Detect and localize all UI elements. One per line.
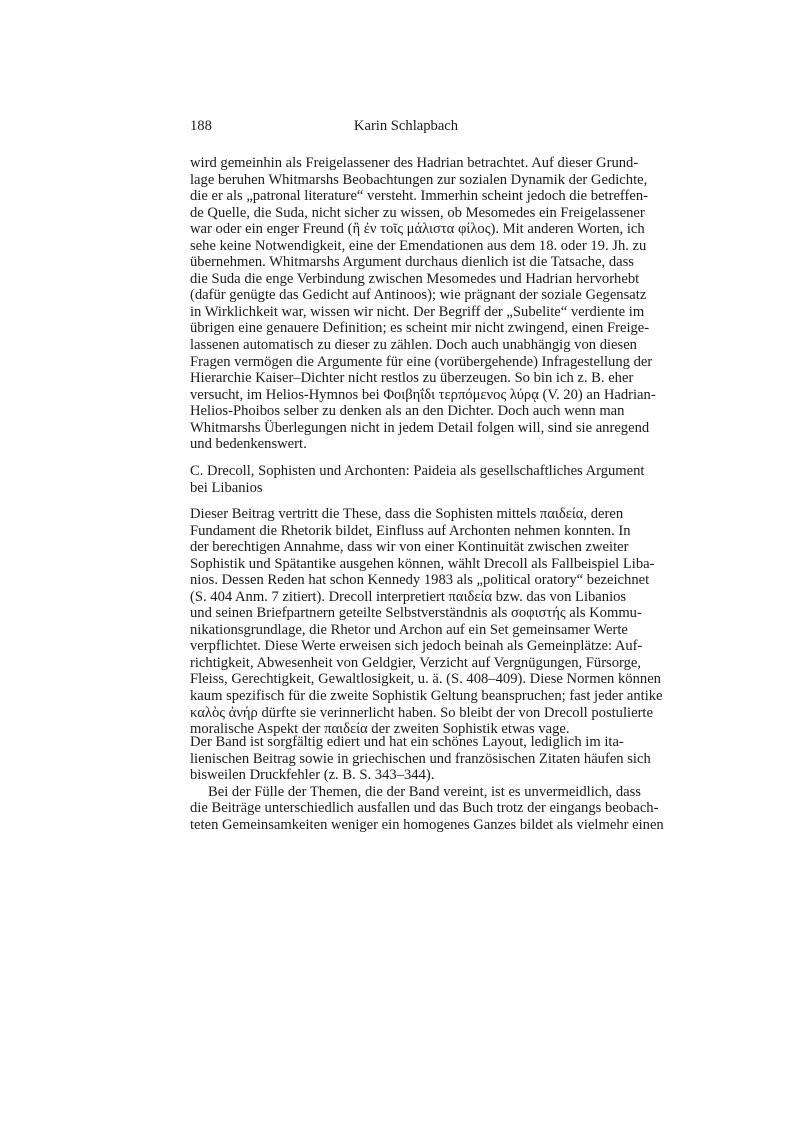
text-line: und seinen Briefpartnern geteilte Selbstverständnis als σοφιστής als Kommu- (190, 605, 642, 622)
text-line: moralische Aspekt der παιδεία der zweiten Sophistik etwas vage. (190, 721, 570, 738)
text-line: Bei der Fülle der Themen, die der Band vereint, ist es unvermeidlich, dass (208, 783, 641, 800)
text-line: Dieser Beitrag vertritt die These, dass die Sophisten mittels παιδεία, deren (190, 506, 624, 522)
text-line: Helios-Phoibos selber zu denken als an den Dichter. Doch auch wenn man (190, 403, 625, 420)
text-line: nikationsgrundlage, die Rhetor und Archon auf ein Set gemeinsamer Werte (190, 621, 628, 638)
paragraph-drecoll (190, 506, 663, 738)
text-line: sehe keine Notwendigkeit, eine der Emendationen aus dem 18. oder 19. Jh. zu (190, 237, 647, 254)
text-line: Hierarchie Kaiser–Dichter nicht restlos zu überzeugen. So bin ich z. B. eher (190, 370, 634, 387)
text-line: Der Band ist sorgfältig ediert und hat ein schönes Layout, lediglich im ita- (190, 734, 624, 750)
text-line: übrigen eine genauere Definition; es scheint mir nicht zwingend, einen Freige- (190, 320, 650, 337)
text-line: lassenen automatisch zu dieser zu zählen. Doch auch unabhängig von diesen (190, 337, 637, 354)
text-line: in Wirklichkeit war, wissen wir nicht. Der Begriff der „Subelite“ verdiente im (190, 303, 645, 320)
section-heading-drecoll (190, 463, 645, 496)
text-line: die Beiträge unterschiedlich ausfallen und das Buch trotz der eingangs beobach- (190, 800, 659, 817)
text-line: war oder ein enger Freund (ἢ ἐν τοῖς μάλιστα φίλος). Mit anderen Worten, ich (190, 221, 645, 238)
text-line: der berechtigen Annahme, dass wir von einer Kontinuität zwischen zweiter (190, 539, 629, 556)
text-line: übernehmen. Whitmarshs Argument durchaus dienlich ist die Tatsache, dass (190, 254, 634, 271)
text-line: wird gemeinhin als Freigelassener des Hadrian betrachtet. Auf dieser Grund- (190, 155, 639, 171)
text-line: Fundament die Rhetorik bildet, Einfluss auf Archonten nehmen konnten. In (190, 522, 631, 539)
running-head: Karin Schlapbach (353, 118, 459, 134)
text-line: die Suda die enge Verbindung zwischen Mesomedes und Hadrian hervorhebt (190, 270, 640, 287)
text-line: (S. 404 Anm. 7 zitiert). Drecoll interpretiert παιδεία bzw. das von Libanios (190, 588, 627, 605)
text-line: Fragen vermögen die Argumente für eine (vorübergehende) Infragestellung der (190, 353, 653, 370)
text-line: Whitmarshs Überlegungen nicht in jedem Detail folgen will, sind sie anregend (190, 419, 650, 436)
text-line: verpflichtet. Diese Werte erweisen sich jedoch beinah als Gemeinplätze: Auf- (190, 638, 643, 655)
text-line: de Quelle, die Suda, nicht sicher zu wissen, ob Mesomedes ein Freigelassener (190, 204, 645, 221)
text-line: bei Libanios (190, 479, 263, 496)
page-number: 188 (190, 118, 212, 134)
paragraph-conclusion (190, 734, 664, 833)
text-line: Fleiss, Gerechtigkeit, Gewaltlosigkeit, u. ä. (S. 408–409). Diese Normen können (190, 671, 661, 688)
text-line: C. Drecoll, Sophisten und Archonten: Paideia als gesellschaftliches Argument (190, 463, 645, 479)
text-line: καλὸς ἀνήρ dürfte sie verinnerlicht haben. So bleibt der von Drecoll postulierte (190, 704, 653, 721)
text-line: kaum spezifisch für die zweite Sophistik Geltung beanspruchen; fast jeder antike (190, 688, 663, 705)
text-line: bisweilen Druckfehler (z. B. S. 343–344). (190, 767, 435, 784)
text-line: teten Gemeinsamkeiten weniger ein homogenes Ganzes bildet als vielmehr einen (190, 816, 664, 833)
text-line: nios. Dessen Reden hat schon Kennedy 1983 als „political oratory“ bezeichnet (190, 572, 650, 589)
text-line: versucht, im Helios-Hymnos bei Φοιβηΐδι τερπόμενος λύρᾳ (V. 20) an Hadrian- (190, 386, 656, 403)
text-line: (dafür genügte das Gedicht auf Antinoos); wie prägnant der soziale Gegensatz (190, 287, 647, 304)
paragraph-whitmarsh (190, 155, 656, 453)
text-line: richtigkeit, Abwesenheit von Geldgier, Verzicht auf Vergnügungen, Fürsorge, (190, 654, 642, 671)
text-line: lienischen Beitrag sowie in griechischen und französischen Zitaten häufen sich (190, 750, 651, 767)
text-line: lage beruhen Whitmarshs Beobachtungen zur sozialen Dynamik der Gedichte, (190, 171, 648, 188)
text-line: Sophistik und Spätantike ausgehen können, wählt Drecoll als Fallbeispiel Liba- (190, 555, 655, 572)
text-line: die er als „patronal literature“ versteht. Immerhin scheint jedoch die betreffen- (190, 188, 649, 205)
text-line: und bedenkenswert. (190, 436, 307, 453)
